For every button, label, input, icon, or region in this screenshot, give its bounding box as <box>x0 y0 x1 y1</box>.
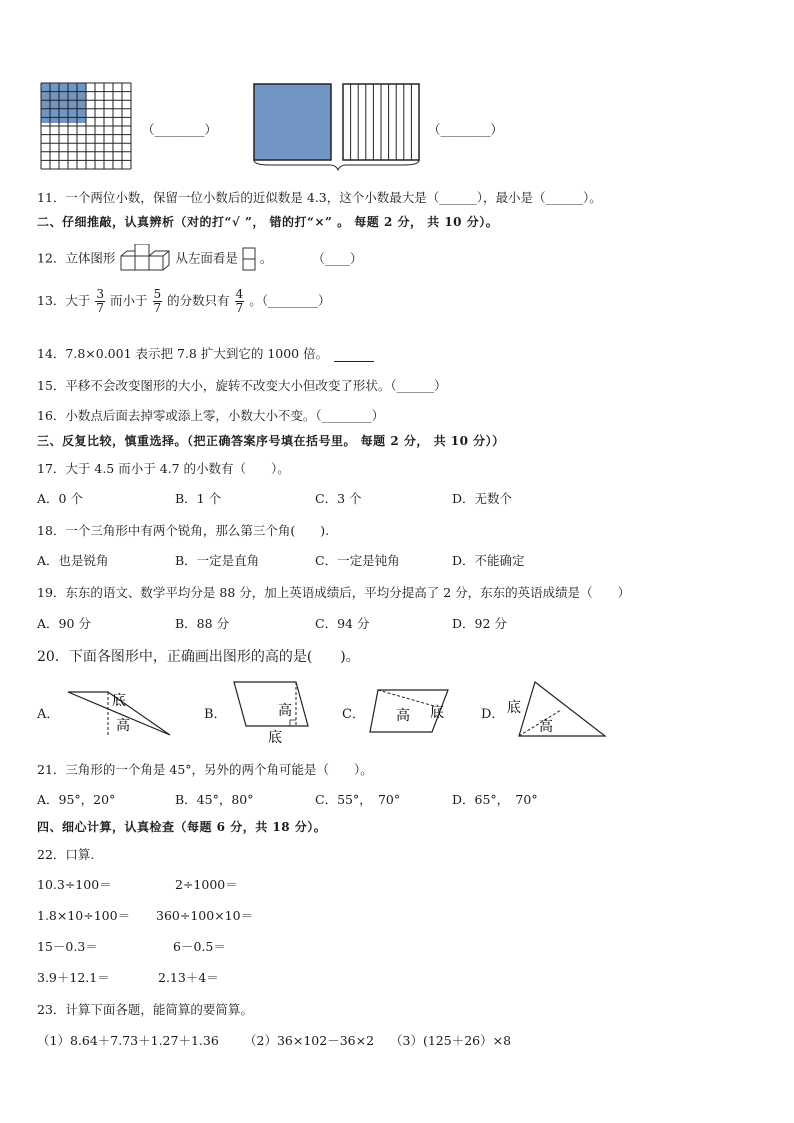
q20-label-d[interactable]: D． <box>481 707 505 722</box>
section-4-heading: 四、细心计算，认真检查（每题 6 分，共 18 分）。 <box>37 820 327 834</box>
q14-blank <box>334 346 374 362</box>
q17-option-b[interactable]: B．1 个 <box>175 491 222 506</box>
q23-item-1: （1）8.64＋7.73＋1.27＋1.36 <box>37 1033 219 1048</box>
q13-prefix: 13．大于 <box>37 293 91 308</box>
q22-item-7: 3.9＋12.1＝ <box>37 970 110 985</box>
q19-option-c[interactable]: C．94 分 <box>315 616 370 631</box>
left-view-icon <box>242 247 256 271</box>
q20-stem: 20．下面各图形中，正确画出图形的高的是( )。 <box>37 649 360 665</box>
q12-middle: 从左面看是 <box>175 250 238 266</box>
section-2-heading: 二、仔细推敲，认真辨析（对的打“√ ”， 错的打“×” 。 每题 2 分， 共 10 分）。 <box>37 215 499 229</box>
blank-1: （________） <box>142 122 218 137</box>
q13-suffix: 。（________） <box>249 293 331 308</box>
q20-label-b[interactable]: B． <box>204 707 227 722</box>
q12-prefix: 12．立体图形 <box>37 250 116 266</box>
q17-stem: 17．大于 4.5 而小于 4.7 的小数有（ ）。 <box>37 461 290 476</box>
fraction-3-7: $\frac{3}{7}$ <box>96 287 105 315</box>
q20-label-a[interactable]: A． <box>37 707 60 722</box>
grid-figure <box>40 82 134 172</box>
fig-c-gao: 高 <box>396 708 410 724</box>
q22-item-2: 2÷1000＝ <box>175 877 238 892</box>
fig-d-di: 底 <box>507 700 521 716</box>
fig-b-gao: 高 <box>278 703 292 719</box>
q23-item-3: （3）(125＋26）×8 <box>390 1033 512 1048</box>
q13 <box>37 288 331 315</box>
q16: 16．小数点后面去掉零或添上零，小数大小不变。（________） <box>37 408 385 423</box>
fig-c-di: 底 <box>430 705 444 721</box>
figure-b-parallelogram <box>228 676 318 746</box>
q15: 15．平移不会改变图形的大小，旋转不改变大小但改变了形状。（______） <box>37 378 447 393</box>
figure-d-triangle <box>505 678 610 742</box>
figure-c-parallelogram <box>366 684 456 740</box>
fraction-4-7: $\frac{4}{7}$ <box>235 287 244 315</box>
q19-stem: 19．东东的语文、数学平均分是 88 分，加上英语成绩后，平均分提高了 2 分，东东的英语成绩是（ ） <box>37 585 631 600</box>
q19-option-d[interactable]: D．92 分 <box>452 616 507 631</box>
q21-stem: 21．三角形的一个角是 45°，另外的两个角可能是（ ）。 <box>37 762 373 777</box>
fig-a-gao: 高 <box>116 718 130 734</box>
q18-option-b[interactable]: B．一定是直角 <box>175 553 260 568</box>
fraction-5-7: $\frac{5}{7}$ <box>153 287 162 315</box>
q20-label-c[interactable]: C． <box>342 707 365 722</box>
q11: 11．一个两位小数，保留一位小数后的近似数是 4.3，这个小数最大是（______），最小是（______）。 <box>37 190 602 205</box>
cube-stack-icon <box>119 244 171 274</box>
q17-option-c[interactable]: C．3 个 <box>315 491 362 506</box>
blank-2: （________） <box>428 122 504 137</box>
q12 <box>37 244 362 274</box>
q22-item-5: 15－0.3＝ <box>37 939 98 954</box>
q18-option-c[interactable]: C．一定是钝角 <box>315 553 400 568</box>
fig-d-gao: 高 <box>539 719 553 735</box>
q19-option-a[interactable]: A．90 分 <box>37 616 91 631</box>
q23-stem: 23．计算下面各题，能简算的要简算。 <box>37 1002 253 1017</box>
q14: 14．7.8×0.001 表示把 7.8 扩大到它的 1000 倍。 <box>37 344 374 362</box>
decimal-blocks-figure <box>250 82 425 172</box>
q22-item-8: 2.13＋4＝ <box>158 970 219 985</box>
q17-option-d[interactable]: D．无数个 <box>452 491 513 506</box>
q12-blank: （____） <box>312 250 363 266</box>
q23-item-2: （2）36×102－36×2 <box>244 1033 375 1048</box>
q19-option-b[interactable]: B．88 分 <box>175 616 230 631</box>
q13-mid1: 而小于 <box>110 293 148 308</box>
q21-option-a[interactable]: A．95°，20° <box>37 792 116 807</box>
q22-stem: 22．口算. <box>37 847 95 862</box>
section-3-heading: 三、反复比较，慎重选择。（把正确答案序号填在括号里。 每题 2 分， 共 10 分）） <box>37 434 505 448</box>
q22-item-6: 6－0.5＝ <box>173 939 226 954</box>
q18-stem: 18．一个三角形中有两个锐角，那么第三个角( ). <box>37 523 330 538</box>
q21-option-d[interactable]: D．65°， 70° <box>452 792 538 807</box>
q17-option-a[interactable]: A．0 个 <box>37 491 83 506</box>
q22-item-3: 1.8×10÷100＝ <box>37 908 131 923</box>
q21-option-b[interactable]: B．45°，80° <box>175 792 254 807</box>
q22-item-4: 360÷100×10＝ <box>156 908 254 923</box>
q12-suffix: 。 <box>259 250 273 266</box>
figure-a-triangle <box>60 680 175 740</box>
q13-mid2: 的分数只有 <box>167 293 230 308</box>
q22-item-1: 10.3÷100＝ <box>37 877 112 892</box>
q18-option-d[interactable]: D．不能确定 <box>452 553 525 568</box>
fig-b-di: 底 <box>268 730 282 746</box>
q18-option-a[interactable]: A．也是锐角 <box>37 553 109 568</box>
fig-a-di: 底 <box>112 693 126 709</box>
q21-option-c[interactable]: C．55°， 70° <box>315 792 401 807</box>
